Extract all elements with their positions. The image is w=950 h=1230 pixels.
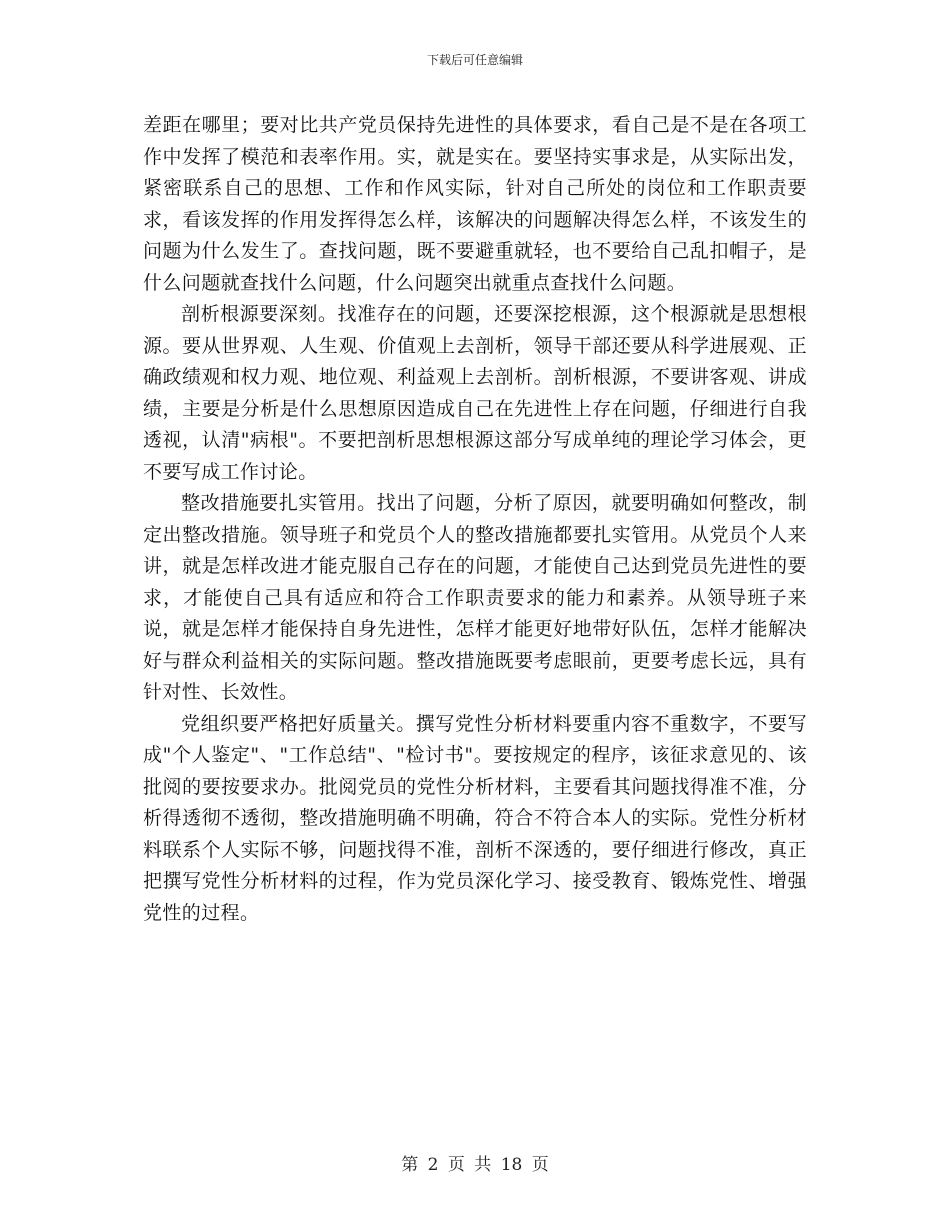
page-footer: 第 2 页 共 18 页 <box>401 1155 549 1175</box>
paragraph: 整改措施要扎实管用。找出了问题，分析了原因，就要明确如何整改，制定出整改措施。领导班子和党员个人的整改措施都要扎实管用。从党员个人来讲，就是怎样改进才能克服自己存在的问题，才能使自己达到党员先进性的要求，才能使自己具有适应和符合工作职责要求的能力和素养。从领导班子来说，就是怎样才能保持自身先进性，怎样才能更好地带好队伍，怎样才能解决好与群众利益相关的实际问题。整改措施既要考虑眼前，更要考虑长远，具有针对性、长效性。 <box>143 492 807 703</box>
paragraph: 剖析根源要深刻。找准存在的问题，还要深挖根源，这个根源就是思想根源。要从世界观、人生观、价值观上去剖析，领导干部还要从科学进展观、正确政绩观和权力观、地位观、利益观上去剖析。剖析根源，不要讲客观、讲成绩，主要是分析是什么思想原因造成自己在先进性上存在问题，仔细进行自我透视，认清"病根"。不要把剖析思想根源这部分写成单纯的理论学习体会，更不要写成工作讨论。 <box>143 303 807 483</box>
document-body <box>143 110 807 929</box>
page-header: 下载后可任意编辑 <box>426 53 523 67</box>
paragraph: 党组织要严格把好质量关。撰写党性分析材料要重内容不重数字，不要写成"个人鉴定"、"工作总结"、"检讨书"。要按规定的程序，该征求意见的、该批阅的要按要求办。批阅党员的党性分析材料，主要看其问题找得准不准，分析得透彻不透彻，整改措施明确不明确，符合不符合本人的实际。党性分析材料联系个人实际不够，问题找得不准，剖析不深透的，要仔细进行修改，真正把撰写党性分析材料的过程，作为党员深化学习、接受教育、锻炼党性、增强党性的过程。 <box>143 712 807 924</box>
paragraph: 差距在哪里；要对比共产党员保持先进性的具体要求，看自己是不是在各项工作中发挥了模范和表率作用。实，就是实在。要坚持实事求是，从实际出发，紧密联系自己的思想、工作和作风实际，针对自己所处的岗位和工作职责要求，看该发挥的作用发挥得怎么样，该解决的问题解决得怎么样，不该发生的问题为什么发生了。查找问题，既不要避重就轻，也不要给自己乱扣帽子，是什么问题就查找什么问题，什么问题突出就重点查找什么问题。 <box>143 114 807 294</box>
